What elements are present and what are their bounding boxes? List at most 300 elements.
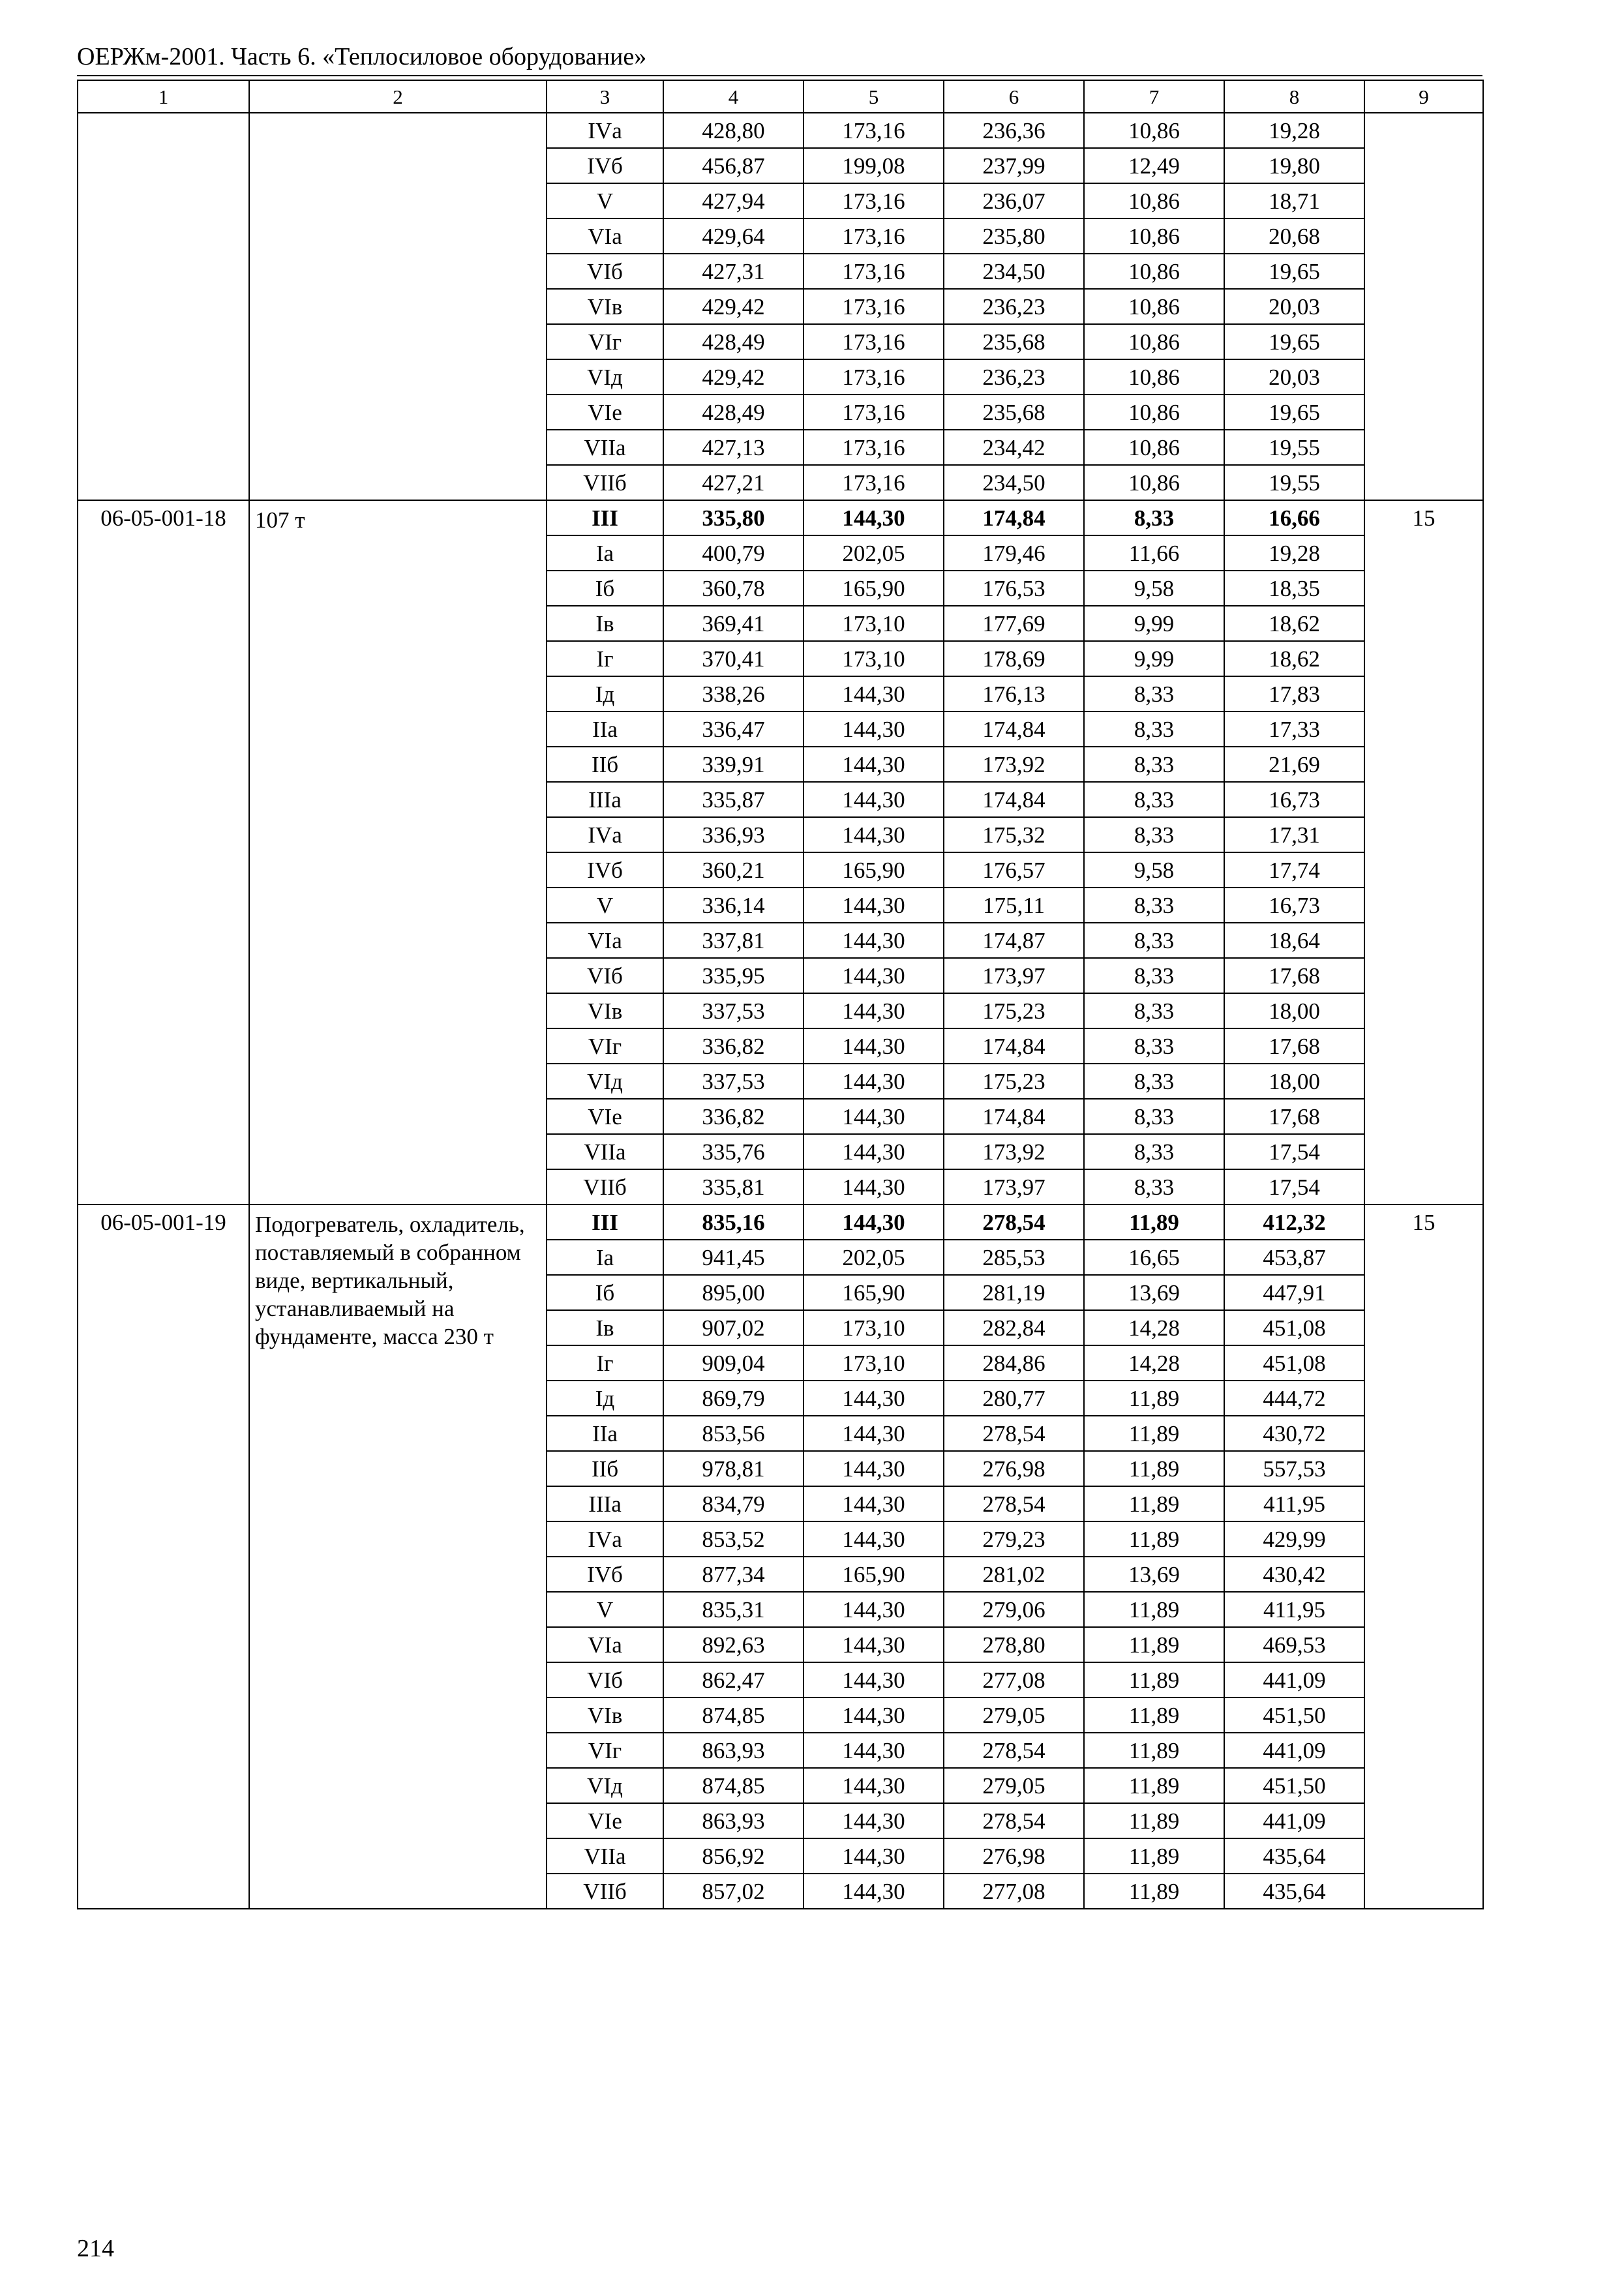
rate-name: 107 т	[249, 500, 547, 1204]
value-cell: 11,89	[1084, 1486, 1224, 1521]
value-cell: 279,06	[944, 1592, 1084, 1627]
value-cell: 179,46	[944, 535, 1084, 571]
value-cell: 236,36	[944, 113, 1084, 148]
column-number: 4	[663, 80, 804, 113]
value-cell: 144,30	[804, 1874, 944, 1909]
value-cell: 173,16	[804, 465, 944, 500]
value-cell: 18,00	[1224, 1064, 1364, 1099]
value-cell: 17,33	[1224, 711, 1364, 747]
zone-cell: Iа	[547, 535, 663, 571]
value-cell: 173,10	[804, 1345, 944, 1381]
zone-cell: Iд	[547, 676, 663, 711]
value-cell: 8,33	[1084, 782, 1224, 817]
value-cell: 412,32	[1224, 1204, 1364, 1240]
value-cell: 834,79	[663, 1486, 804, 1521]
value-cell: 11,89	[1084, 1451, 1224, 1486]
zone-cell: Iа	[547, 1240, 663, 1275]
value-cell: 178,69	[944, 641, 1084, 676]
value-cell: 144,30	[804, 1733, 944, 1768]
value-cell: 430,42	[1224, 1557, 1364, 1592]
value-cell: 173,16	[804, 218, 944, 254]
value-cell: 173,10	[804, 606, 944, 641]
value-cell: 429,42	[663, 359, 804, 395]
value-cell: 278,54	[944, 1204, 1084, 1240]
value-cell: 165,90	[804, 571, 944, 606]
value-cell: 978,81	[663, 1451, 804, 1486]
value-cell: 165,90	[804, 852, 944, 888]
value-cell: 17,68	[1224, 1028, 1364, 1064]
value-cell: 428,49	[663, 395, 804, 430]
value-cell: 281,19	[944, 1275, 1084, 1310]
value-cell: 18,00	[1224, 993, 1364, 1028]
value-cell: 21,69	[1224, 747, 1364, 782]
value-cell: 174,84	[944, 711, 1084, 747]
value-cell: 10,86	[1084, 359, 1224, 395]
value-cell: 234,50	[944, 254, 1084, 289]
value-cell: 17,74	[1224, 852, 1364, 888]
value-cell: 18,62	[1224, 606, 1364, 641]
column-9-value: 15	[1364, 500, 1483, 1204]
value-cell: 335,87	[663, 782, 804, 817]
value-cell: 279,23	[944, 1521, 1084, 1557]
table-row	[78, 113, 1483, 148]
value-cell: 278,54	[944, 1733, 1084, 1768]
value-cell: 20,03	[1224, 359, 1364, 395]
value-cell: 176,53	[944, 571, 1084, 606]
value-cell: 17,31	[1224, 817, 1364, 852]
zone-cell: IVа	[547, 817, 663, 852]
zone-cell: VIг	[547, 324, 663, 359]
zone-cell: IVа	[547, 113, 663, 148]
value-cell: 435,64	[1224, 1874, 1364, 1909]
value-cell: 411,95	[1224, 1486, 1364, 1521]
zone-cell: VIг	[547, 1028, 663, 1064]
zone-cell: VIб	[547, 958, 663, 993]
column-number: 9	[1364, 80, 1483, 113]
value-cell: 427,94	[663, 183, 804, 218]
value-cell: 17,54	[1224, 1169, 1364, 1204]
value-cell: 144,30	[804, 1521, 944, 1557]
value-cell: 863,93	[663, 1803, 804, 1838]
zone-cell: VIд	[547, 1768, 663, 1803]
value-cell: 369,41	[663, 606, 804, 641]
value-cell: 337,81	[663, 923, 804, 958]
value-cell: 428,80	[663, 113, 804, 148]
value-cell: 235,80	[944, 218, 1084, 254]
value-cell: 557,53	[1224, 1451, 1364, 1486]
value-cell: 144,30	[804, 1838, 944, 1874]
zone-cell: VIд	[547, 359, 663, 395]
value-cell: 285,53	[944, 1240, 1084, 1275]
value-cell: 18,71	[1224, 183, 1364, 218]
zone-cell: IVб	[547, 148, 663, 183]
value-cell: 8,33	[1084, 500, 1224, 535]
value-cell: 8,33	[1084, 1064, 1224, 1099]
value-cell: 173,16	[804, 289, 944, 324]
value-cell: 338,26	[663, 676, 804, 711]
value-cell: 856,92	[663, 1838, 804, 1874]
value-cell: 174,84	[944, 782, 1084, 817]
value-cell: 335,80	[663, 500, 804, 535]
value-cell: 18,35	[1224, 571, 1364, 606]
value-cell: 173,16	[804, 430, 944, 465]
value-cell: 336,14	[663, 888, 804, 923]
value-cell: 8,33	[1084, 676, 1224, 711]
value-cell: 175,23	[944, 993, 1084, 1028]
value-cell: 19,65	[1224, 324, 1364, 359]
zone-cell: IIа	[547, 1416, 663, 1451]
value-cell: 11,89	[1084, 1662, 1224, 1698]
page-number: 214	[77, 2235, 114, 2262]
zone-cell: VIIа	[547, 1838, 663, 1874]
value-cell: 451,50	[1224, 1768, 1364, 1803]
value-cell: 278,54	[944, 1486, 1084, 1521]
value-cell: 144,30	[804, 1028, 944, 1064]
zone-cell: VIв	[547, 993, 663, 1028]
column-9-value: 15	[1364, 1204, 1483, 1909]
value-cell: 11,89	[1084, 1803, 1224, 1838]
zone-cell: VIа	[547, 923, 663, 958]
value-cell: 144,30	[804, 923, 944, 958]
value-cell: 941,45	[663, 1240, 804, 1275]
value-cell: 441,09	[1224, 1803, 1364, 1838]
column-number: 5	[804, 80, 944, 113]
zone-cell: IVб	[547, 1557, 663, 1592]
value-cell: 451,08	[1224, 1310, 1364, 1345]
value-cell: 335,95	[663, 958, 804, 993]
value-cell: 202,05	[804, 535, 944, 571]
value-cell: 176,57	[944, 852, 1084, 888]
value-cell: 17,68	[1224, 958, 1364, 993]
zone-cell: IIIа	[547, 782, 663, 817]
value-cell: 14,28	[1084, 1310, 1224, 1345]
value-cell: 411,95	[1224, 1592, 1364, 1627]
value-cell: 11,66	[1084, 535, 1224, 571]
value-cell: 177,69	[944, 606, 1084, 641]
value-cell: 909,04	[663, 1345, 804, 1381]
value-cell: 435,64	[1224, 1838, 1364, 1874]
value-cell: 19,65	[1224, 395, 1364, 430]
value-cell: 10,86	[1084, 289, 1224, 324]
value-cell: 335,81	[663, 1169, 804, 1204]
zone-cell: VIд	[547, 1064, 663, 1099]
value-cell: 9,99	[1084, 641, 1224, 676]
value-cell: 427,31	[663, 254, 804, 289]
zone-cell: VIа	[547, 1627, 663, 1662]
zone-cell: IVа	[547, 1521, 663, 1557]
value-cell: 174,84	[944, 1099, 1084, 1134]
value-cell: 339,91	[663, 747, 804, 782]
value-cell: 282,84	[944, 1310, 1084, 1345]
value-cell: 10,86	[1084, 218, 1224, 254]
value-cell: 8,33	[1084, 817, 1224, 852]
value-cell: 173,16	[804, 395, 944, 430]
value-cell: 14,28	[1084, 1345, 1224, 1381]
value-cell: 276,98	[944, 1451, 1084, 1486]
zone-cell: III	[547, 500, 663, 535]
value-cell: 174,84	[944, 500, 1084, 535]
value-cell: 18,62	[1224, 641, 1364, 676]
value-cell: 144,30	[804, 888, 944, 923]
value-cell: 853,52	[663, 1521, 804, 1557]
zone-cell: VIIа	[547, 430, 663, 465]
zone-cell: III	[547, 1204, 663, 1240]
value-cell: 144,30	[804, 500, 944, 535]
value-cell: 335,76	[663, 1134, 804, 1169]
header-rule	[77, 75, 1482, 76]
zone-cell: IVб	[547, 852, 663, 888]
value-cell: 370,41	[663, 641, 804, 676]
rate-name: Подогреватель, охладитель, поставляемый в собранном виде, вертикальный, устанавливаемый на фундаменте, масса 230 т	[249, 1204, 547, 1909]
value-cell: 853,56	[663, 1416, 804, 1451]
value-cell: 13,69	[1084, 1557, 1224, 1592]
value-cell: 874,85	[663, 1698, 804, 1733]
value-cell: 144,30	[804, 1451, 944, 1486]
value-cell: 360,78	[663, 571, 804, 606]
value-cell: 10,86	[1084, 254, 1224, 289]
value-cell: 877,34	[663, 1557, 804, 1592]
zone-cell: VIе	[547, 395, 663, 430]
value-cell: 199,08	[804, 148, 944, 183]
zone-cell: Iг	[547, 641, 663, 676]
value-cell: 8,33	[1084, 958, 1224, 993]
value-cell: 234,50	[944, 465, 1084, 500]
value-cell: 8,33	[1084, 888, 1224, 923]
zone-cell: Iд	[547, 1381, 663, 1416]
value-cell: 360,21	[663, 852, 804, 888]
zone-cell: VIг	[547, 1733, 663, 1768]
value-cell: 144,30	[804, 1204, 944, 1240]
rate-code	[78, 113, 249, 500]
value-cell: 10,86	[1084, 465, 1224, 500]
value-cell: 863,93	[663, 1733, 804, 1768]
value-cell: 456,87	[663, 148, 804, 183]
value-cell: 336,82	[663, 1028, 804, 1064]
value-cell: 429,99	[1224, 1521, 1364, 1557]
value-cell: 8,33	[1084, 1134, 1224, 1169]
zone-cell: Iб	[547, 1275, 663, 1310]
value-cell: 400,79	[663, 535, 804, 571]
value-cell: 144,30	[804, 1099, 944, 1134]
zone-cell: VIб	[547, 1662, 663, 1698]
value-cell: 10,86	[1084, 183, 1224, 218]
value-cell: 10,86	[1084, 395, 1224, 430]
value-cell: 278,54	[944, 1803, 1084, 1838]
value-cell: 451,50	[1224, 1698, 1364, 1733]
value-cell: 176,13	[944, 676, 1084, 711]
zone-cell: VIв	[547, 1698, 663, 1733]
zone-cell: VIIб	[547, 465, 663, 500]
value-cell: 144,30	[804, 958, 944, 993]
zone-cell: VIIб	[547, 1169, 663, 1204]
value-cell: 427,13	[663, 430, 804, 465]
value-cell: 144,30	[804, 711, 944, 747]
value-cell: 144,30	[804, 1134, 944, 1169]
value-cell: 874,85	[663, 1768, 804, 1803]
value-cell: 9,58	[1084, 571, 1224, 606]
value-cell: 453,87	[1224, 1240, 1364, 1275]
column-number: 6	[944, 80, 1084, 113]
value-cell: 173,16	[804, 113, 944, 148]
value-cell: 277,08	[944, 1874, 1084, 1909]
zone-cell: IIIа	[547, 1486, 663, 1521]
value-cell: 144,30	[804, 747, 944, 782]
value-cell: 11,89	[1084, 1698, 1224, 1733]
value-cell: 451,08	[1224, 1345, 1364, 1381]
value-cell: 174,87	[944, 923, 1084, 958]
value-cell: 173,16	[804, 254, 944, 289]
value-cell: 430,72	[1224, 1416, 1364, 1451]
value-cell: 11,89	[1084, 1733, 1224, 1768]
value-cell: 895,00	[663, 1275, 804, 1310]
column-number: 8	[1224, 80, 1364, 113]
value-cell: 173,10	[804, 1310, 944, 1345]
value-cell: 16,73	[1224, 782, 1364, 817]
value-cell: 16,66	[1224, 500, 1364, 535]
value-cell: 144,30	[804, 1416, 944, 1451]
value-cell: 175,11	[944, 888, 1084, 923]
value-cell: 11,89	[1084, 1838, 1224, 1874]
column-9-value	[1364, 113, 1483, 500]
value-cell: 8,33	[1084, 711, 1224, 747]
value-cell: 236,23	[944, 359, 1084, 395]
rate-code: 06-05-001-19	[78, 1204, 249, 1909]
value-cell: 234,42	[944, 430, 1084, 465]
value-cell: 10,86	[1084, 430, 1224, 465]
value-cell: 336,47	[663, 711, 804, 747]
value-cell: 337,53	[663, 993, 804, 1028]
value-cell: 281,02	[944, 1557, 1084, 1592]
value-cell: 8,33	[1084, 1099, 1224, 1134]
value-cell: 337,53	[663, 1064, 804, 1099]
value-cell: 10,86	[1084, 324, 1224, 359]
value-cell: 892,63	[663, 1627, 804, 1662]
value-cell: 11,89	[1084, 1768, 1224, 1803]
value-cell: 16,73	[1224, 888, 1364, 923]
zone-cell: V	[547, 1592, 663, 1627]
value-cell: 835,31	[663, 1592, 804, 1627]
document-header: ОЕРЖм-2001. Часть 6. «Теплосиловое оборудование»	[77, 43, 647, 70]
value-cell: 13,69	[1084, 1275, 1224, 1310]
value-cell: 144,30	[804, 817, 944, 852]
value-cell: 144,30	[804, 1381, 944, 1416]
value-cell: 202,05	[804, 1240, 944, 1275]
zone-cell: VIа	[547, 218, 663, 254]
value-cell: 16,65	[1084, 1240, 1224, 1275]
value-cell: 144,30	[804, 993, 944, 1028]
value-cell: 165,90	[804, 1557, 944, 1592]
value-cell: 173,10	[804, 641, 944, 676]
value-cell: 17,68	[1224, 1099, 1364, 1134]
value-cell: 175,32	[944, 817, 1084, 852]
value-cell: 444,72	[1224, 1381, 1364, 1416]
value-cell: 144,30	[804, 1064, 944, 1099]
value-cell: 173,16	[804, 183, 944, 218]
value-cell: 835,16	[663, 1204, 804, 1240]
value-cell: 19,28	[1224, 113, 1364, 148]
value-cell: 19,80	[1224, 148, 1364, 183]
value-cell: 427,21	[663, 465, 804, 500]
value-cell: 8,33	[1084, 993, 1224, 1028]
value-cell: 11,89	[1084, 1592, 1224, 1627]
value-cell: 9,58	[1084, 852, 1224, 888]
zone-cell: Iг	[547, 1345, 663, 1381]
value-cell: 447,91	[1224, 1275, 1364, 1310]
zone-cell: VIб	[547, 254, 663, 289]
zone-cell: IIб	[547, 1451, 663, 1486]
value-cell: 441,09	[1224, 1733, 1364, 1768]
value-cell: 12,49	[1084, 148, 1224, 183]
value-cell: 278,80	[944, 1627, 1084, 1662]
table-row	[78, 1204, 1483, 1240]
value-cell: 174,84	[944, 1028, 1084, 1064]
value-cell: 276,98	[944, 1838, 1084, 1874]
value-cell: 144,30	[804, 1698, 944, 1733]
value-cell: 279,05	[944, 1768, 1084, 1803]
value-cell: 284,86	[944, 1345, 1084, 1381]
value-cell: 907,02	[663, 1310, 804, 1345]
value-cell: 20,68	[1224, 218, 1364, 254]
value-cell: 235,68	[944, 324, 1084, 359]
value-cell: 11,89	[1084, 1521, 1224, 1557]
value-cell: 144,30	[804, 1486, 944, 1521]
value-cell: 8,33	[1084, 923, 1224, 958]
value-cell: 469,53	[1224, 1627, 1364, 1662]
value-cell: 175,23	[944, 1064, 1084, 1099]
value-cell: 19,28	[1224, 535, 1364, 571]
value-cell: 857,02	[663, 1874, 804, 1909]
value-cell: 144,30	[804, 676, 944, 711]
value-cell: 278,54	[944, 1416, 1084, 1451]
value-cell: 144,30	[804, 1592, 944, 1627]
value-cell: 280,77	[944, 1381, 1084, 1416]
value-cell: 8,33	[1084, 1028, 1224, 1064]
table-body	[78, 80, 1483, 1909]
value-cell: 144,30	[804, 1662, 944, 1698]
zone-cell: Iб	[547, 571, 663, 606]
value-cell: 144,30	[804, 1169, 944, 1204]
value-cell: 18,64	[1224, 923, 1364, 958]
column-number: 3	[547, 80, 663, 113]
value-cell: 173,97	[944, 958, 1084, 993]
zone-cell: Iв	[547, 1310, 663, 1345]
value-cell: 144,30	[804, 782, 944, 817]
value-cell: 17,54	[1224, 1134, 1364, 1169]
value-cell: 19,65	[1224, 254, 1364, 289]
value-cell: 429,64	[663, 218, 804, 254]
value-cell: 428,49	[663, 324, 804, 359]
zone-cell: VIв	[547, 289, 663, 324]
value-cell: 173,97	[944, 1169, 1084, 1204]
value-cell: 336,82	[663, 1099, 804, 1134]
value-cell: 429,42	[663, 289, 804, 324]
value-cell: 277,08	[944, 1662, 1084, 1698]
value-cell: 8,33	[1084, 1169, 1224, 1204]
value-cell: 144,30	[804, 1768, 944, 1803]
value-cell: 10,86	[1084, 113, 1224, 148]
value-cell: 20,03	[1224, 289, 1364, 324]
value-cell: 441,09	[1224, 1662, 1364, 1698]
value-cell: 17,83	[1224, 676, 1364, 711]
value-cell: 862,47	[663, 1662, 804, 1698]
value-cell: 869,79	[663, 1381, 804, 1416]
value-cell: 11,89	[1084, 1381, 1224, 1416]
value-cell: 8,33	[1084, 747, 1224, 782]
value-cell: 144,30	[804, 1627, 944, 1662]
zone-cell: VIе	[547, 1099, 663, 1134]
zone-cell: VIIа	[547, 1134, 663, 1169]
value-cell: 279,05	[944, 1698, 1084, 1733]
